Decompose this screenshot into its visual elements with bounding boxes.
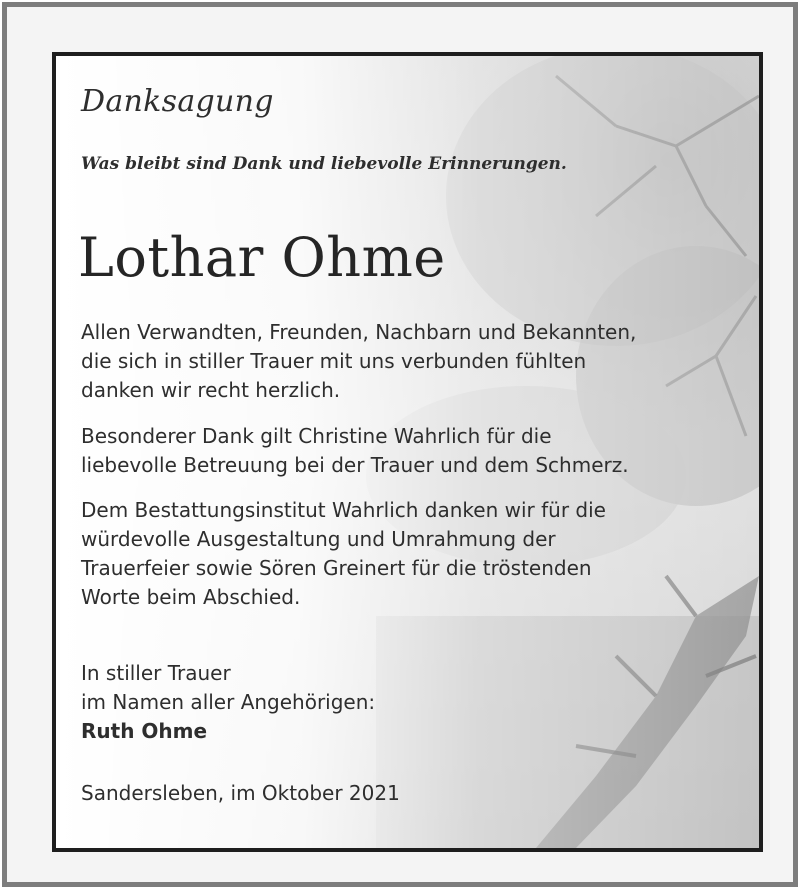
paragraph-funeral-home — [81, 496, 606, 612]
paragraph-line: würdevolle Ausgestaltung und Umrahmung der — [81, 527, 556, 551]
paragraph-thanks — [81, 318, 636, 405]
closing-block — [81, 659, 375, 746]
closing-line: In stiller Trauer — [81, 661, 231, 685]
paragraph-special-thanks — [81, 422, 629, 480]
paragraph-line: Trauerfeier sowie Sören Greinert für die tröstenden — [81, 556, 592, 580]
paragraph-line: Allen Verwandten, Freunden, Nachbarn und Bekannten, — [81, 320, 637, 344]
paragraph-line: liebevolle Betreuung bei der Trauer und dem Schmerz. — [81, 453, 629, 477]
paragraph-line: Dem Bestattungsinstitut Wahrlich danken wir für die — [81, 498, 606, 522]
outer-border — [2, 2, 798, 887]
closing-line: im Namen aller Angehörigen: — [81, 690, 376, 714]
place-date: Sandersleben, im Oktober 2021 — [81, 781, 400, 805]
paragraph-line: Besonderer Dank gilt Christine Wahrlich für die — [81, 424, 552, 448]
paragraph-line: die sich in stiller Trauer mit uns verbunden fühlten — [81, 349, 587, 373]
deceased-name: Lothar Ohme — [78, 226, 446, 289]
signer-name: Ruth Ohme — [81, 719, 208, 743]
notice-content — [56, 56, 759, 848]
paragraph-line: Worte beim Abschied. — [81, 585, 301, 609]
notice-frame — [52, 52, 763, 852]
notice-heading: Danksagung — [81, 84, 274, 119]
notice-subtitle: Was bleibt sind Dank und liebevolle Erinnerungen. — [81, 154, 567, 174]
paragraph-line: danken wir recht herzlich. — [81, 378, 341, 402]
